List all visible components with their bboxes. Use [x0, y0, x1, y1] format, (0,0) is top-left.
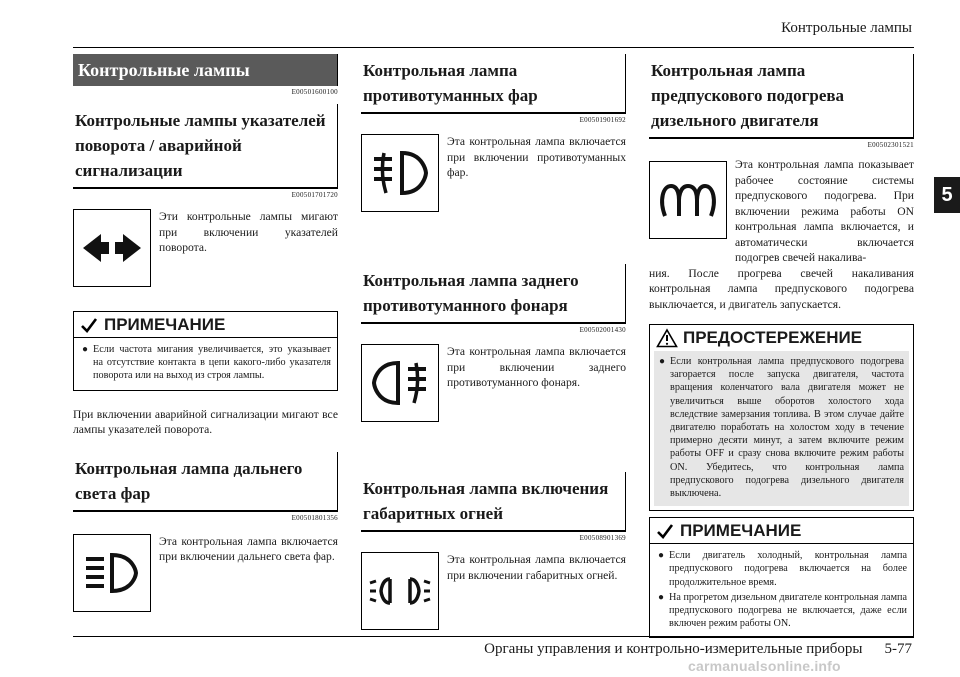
rear-fog-lamp-icon	[361, 344, 439, 422]
note-box-2	[649, 517, 914, 638]
bullet-icon: ●	[658, 550, 665, 562]
front-fog-text: Эта контрольная лампа включается при включении противотуманных фар.	[447, 135, 626, 179]
chapter-tab: 5	[934, 177, 960, 213]
turn-signal-arrows-icon	[73, 209, 151, 287]
caution-title-text: ПРЕДОСТЕРЕЖЕНИЕ	[683, 328, 863, 347]
header-rule	[73, 47, 914, 48]
footer-section-title: Органы управления и контрольно-измерительные приборы	[484, 641, 863, 657]
note-title-text: ПРИМЕЧАНИЕ	[680, 520, 802, 540]
glow-plug-code: E00502301521	[867, 141, 914, 149]
high-beam-icon	[73, 534, 151, 612]
rear-fog-heading: Контрольная лампа заднего противотуманного фонаря	[361, 264, 626, 324]
high-beam-block	[73, 534, 338, 612]
high-beam-text: Эта контрольная лампа включается при включении дальнего света фар.	[159, 534, 338, 564]
position-lamp-text: Эта контрольная лампа включается при включении габаритных огней.	[447, 553, 626, 582]
glow-plug-text-cont: ния. После прогрева свечей накаливания контрольная лампа предпускового подогрева выключается, и двигатель запускается.	[649, 266, 914, 311]
turn-signal-code: E00501701720	[291, 191, 338, 199]
turn-signal-heading: Контрольные лампы указателей поворота / аварийной сигнализации	[73, 104, 338, 189]
rear-fog-code: E00502001430	[579, 326, 626, 334]
high-beam-code: E00501801356	[291, 513, 338, 522]
front-fog-lamp-icon	[361, 134, 439, 212]
caution-item-text: Если контрольная лампа предпускового подогрева загорается после запуска двигателя, частота вращения коленчатого вала двигателя может не увеличиться выше оборотов холостого хода вследствие замерзания топлива. В этом случае дайте двигателю поработать на холостом ходу в течение примерно десяти минут, а затем включите режим работы OFF и сразу снова включите режим работы ON. Убедитесь, что контрольная лампа предпускового подогрева дизельного двигателя выключена.	[670, 356, 904, 500]
turn-signal-text: Эти контрольные лампы мигают при включении указателей поворота.	[159, 210, 338, 254]
pencil-check-icon	[656, 522, 674, 540]
column-2	[361, 54, 626, 630]
note-item-text: На прогретом дизельном двигателе контрольная лампа предпускового подогрева не включается, даже если включен режим работы ON.	[669, 591, 907, 630]
bullet-icon: ●	[82, 344, 89, 355]
note-item	[658, 549, 907, 589]
position-lamp-code: E00508901369	[579, 534, 626, 542]
caution-item	[659, 355, 904, 500]
position-lamp-block	[361, 552, 626, 630]
glow-plug-block	[649, 157, 914, 266]
high-beam-heading: Контрольная лампа дальнего света фар	[73, 452, 338, 512]
note-item	[82, 343, 331, 383]
position-lamp-heading: Контрольная лампа включения габаритных огней	[361, 472, 626, 532]
column-1	[73, 54, 338, 612]
front-fog-block	[361, 134, 626, 212]
turn-signal-block	[73, 209, 338, 287]
note-item	[658, 591, 907, 631]
bullet-icon: ●	[659, 356, 666, 367]
rear-fog-block	[361, 344, 626, 422]
column-3	[649, 54, 914, 638]
watermark: carmanualsonline.info	[688, 658, 841, 674]
pencil-check-icon	[80, 316, 98, 334]
footer-rule	[73, 636, 914, 637]
warning-triangle-icon	[656, 328, 678, 348]
note-box-1	[73, 311, 338, 391]
glow-plug-heading: Контрольная лампа предпускового подогрева дизельного двигателя	[649, 54, 914, 139]
page-number: 5-77	[884, 641, 912, 657]
front-fog-code: E00501901692	[579, 116, 626, 124]
note-title-1	[74, 312, 337, 338]
bullet-icon: ●	[658, 591, 665, 603]
section-banner: Контрольные лампы	[73, 54, 338, 86]
note-title-2	[650, 518, 913, 544]
page-header-title: Контрольные лампы	[781, 20, 912, 36]
hazard-text: При включении аварийной сигнализации мигают все лампы указателей поворота.	[73, 407, 338, 437]
caution-box	[649, 324, 914, 511]
glow-plug-icon	[649, 161, 727, 239]
caution-title	[650, 325, 913, 351]
note-item-text: Если двигатель холодный, контрольная лампа предпускового подогрева включается на более продолжительное время.	[669, 550, 907, 588]
glow-plug-text: Эта контрольная лампа показывает рабочее состояние системы предпускового подогрева. При включении режима работы ON контрольная лампа включается, и автоматически включается подогрев свечей накалива-	[735, 158, 914, 264]
section-code: E00501600100	[291, 88, 338, 96]
page-footer	[484, 641, 912, 658]
note-title-text: ПРИМЕЧАНИЕ	[104, 314, 226, 334]
front-fog-heading: Контрольная лампа противотуманных фар	[361, 54, 626, 114]
note-item-text: Если частота мигания увеличивается, это указывает на отсутствие контакта в цепи какого-либо указателя поворота или на выход из строя лампы.	[93, 344, 331, 382]
position-lamp-icon	[361, 552, 439, 630]
rear-fog-text: Эта контрольная лампа включается при включении заднего противотуманного фонаря.	[447, 345, 626, 389]
